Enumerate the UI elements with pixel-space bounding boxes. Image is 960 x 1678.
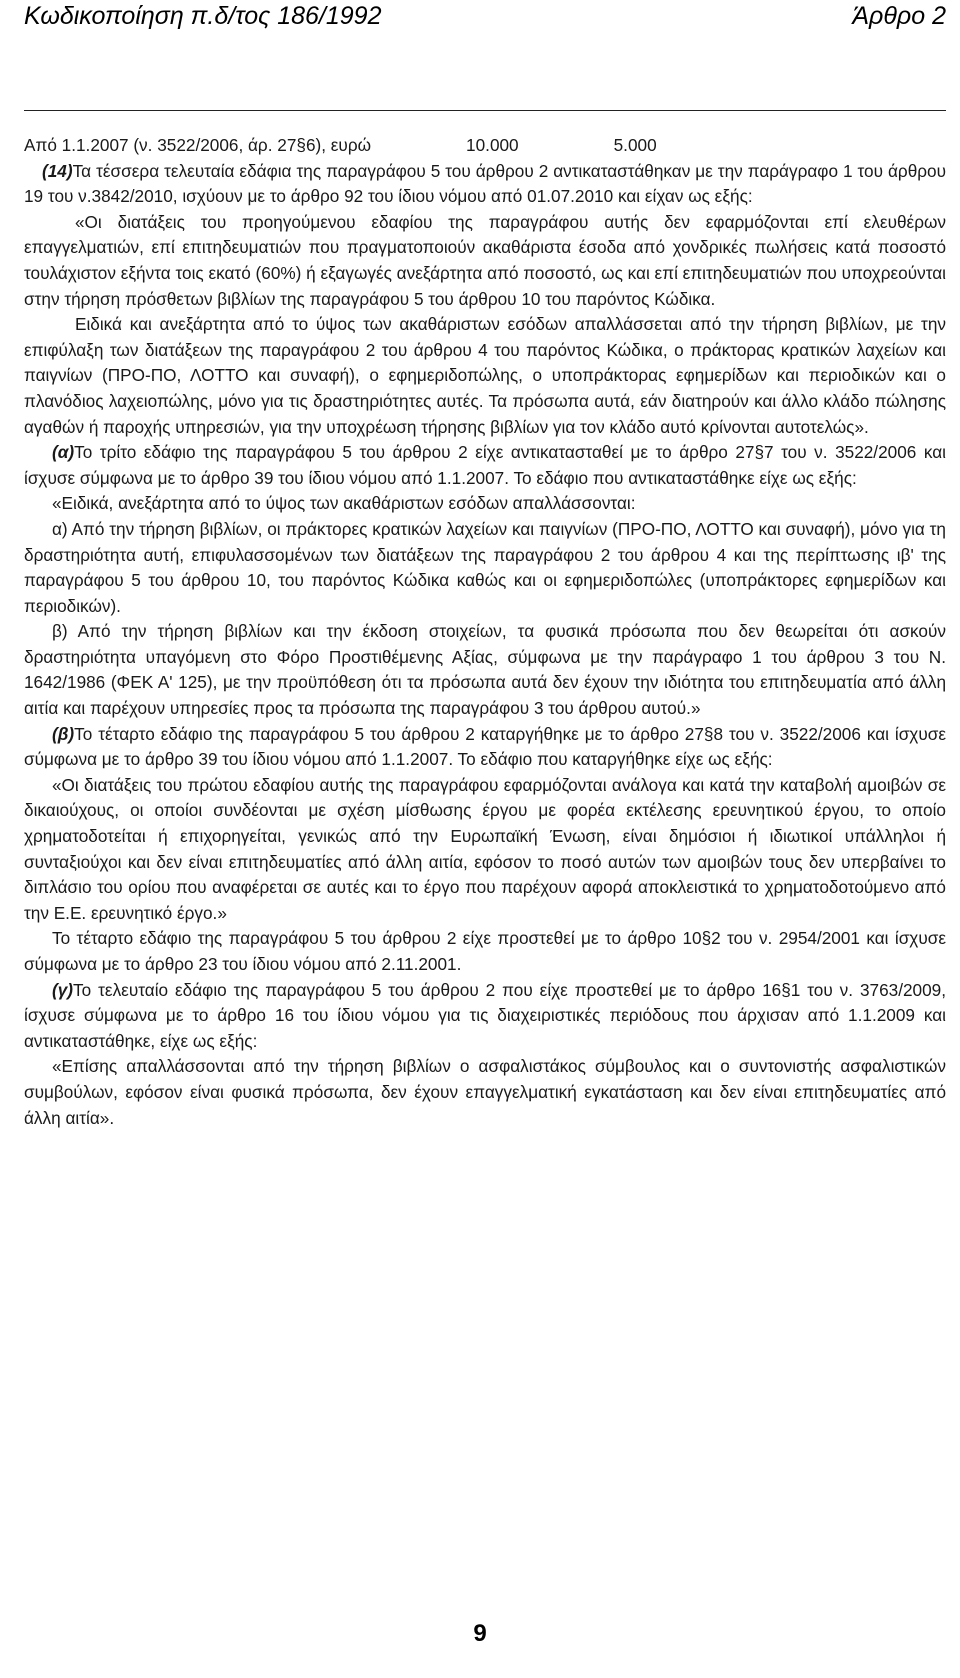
document-title: Κωδικοποίηση π.δ/τος 186/1992 <box>24 2 382 30</box>
page-number: 9 <box>473 1620 487 1647</box>
paragraph: «Οι διατάξεις του προηγούμενου εδαφίου της παραγράφου αυτής δεν εφαρμόζονται επί ελευθέρων επαγγελματιών, επί επιτηδευματιών που πραγματοποιούν ακαθάριστα έσοδα από χονδρικές πωλήσεις κατά ποσοστό τουλάχιστον εξήντα τοις εκατό (60%) ή εξαγωγές ανεξάρτητα από ποσοστό, ως και επί επιτηδευματιών που υποχρεούνται στην τήρηση πρόσθετων βιβλίων της παραγράφου 5 του άρθρου 10 του παρόντος Κώδικα. <box>24 211 946 309</box>
paragraph: β) Από την τήρηση βιβλίων και την έκδοση στοιχείων, τα φυσικά πρόσωπα που δεν θεωρείται ότι ασκούν δραστηριότητα υπαγόμενη στο Φόρο Προστιθέμενης Αξίας, σύμφωνα με την παράγραφο 1 του άρθρου 3 του Ν. 1642/1986 (ΦΕΚ Α' 125), με την προϋπόθεση ότι τα πρόσωπα αυτά δεν έχουν την ιδιότητα του επιτηδευματία από άλλη αιτία και παρέχουν υπηρεσίες προς τα πρόσωπα της παραγράφου 3 του άρθρου αυτού.» <box>24 621 946 719</box>
amount-value-2: 5.000 <box>613 135 657 155</box>
note-tag: (γ) <box>52 979 74 1000</box>
paragraph: «Ειδικά, ανεξάρτητα από το ύψος των ακαθάριστων εσόδων απαλλάσσονται: <box>52 493 636 514</box>
paragraph: (β)Το τέταρτο εδάφιο της παραγράφου 5 του άρθρου 2 καταργήθηκε με το άρθρο 27§8 του ν. 3522/2006 και ίσχυσε σύμφωνα με το άρθρο 39 του ίδιου νόμου από 1.1.2007. Το εδάφιο που καταργήθηκε είχε ως εξής: <box>24 723 946 770</box>
paragraph: «Επίσης απαλλάσσονται από την τήρηση βιβλίων ο ασφαλιστάκος σύμβουλος και ο συντονιστής ασφαλιστικών συμβούλων, εφόσον είναι φυσικά πρόσωπα, δεν έχουν επαγγελματική εγκατάσταση και δεν είναι επιτηδευματίες από άλλη αιτία». <box>24 1056 946 1128</box>
article-label: Άρθρο 2 <box>852 2 946 30</box>
paragraph: «Οι διατάξεις του πρώτου εδαφίου αυτής της παραγράφου εφαρμόζονται ανάλογα και κατά την καταβολή αμοιβών σε δικαιούχους, οι οποίοι συνδέονται με σχέση μίσθωσης έργου με φορέα εκτέλεσης ερευνητικού έργου, το οποίο χρηματοδοτείται ή επιχορηγείται, γενικώς από την Ευρωπαϊκή Ένωση, είναι δημόσιοι ή ιδιωτικοί υπάλληλοι ή συνταξιούχοι και δεν είναι επιτηδευματίες από άλλη αιτία, εφόσον το ποσό αυτών των αμοιβών τους δεν υπερβαίνει το διπλάσιο του ορίου που αναφέρεται σε αυτές και το έργο που παρέχουν αφορά αποκλειστικά το χρηματοδοτούμενο από την Ε.Ε. ερευνητικό έργο.» <box>24 774 946 923</box>
amount-value-1: 10.000 <box>466 135 519 155</box>
paragraph: Το τέταρτο εδάφιο της παραγράφου 5 του άρθρου 2 είχε προστεθεί με το άρθρο 10§2 του ν. 2954/2001 και ίσχυσε σύμφωνα με το άρθρο 23 του ίδιου νόμου από 2.11.2001. <box>24 928 946 974</box>
paragraph: (14)Τα τέσσερα τελευταία εδάφια της παραγράφου 5 του άρθρου 2 αντικαταστάθηκαν με την παράγραφο 1 του άρθρου 19 του ν.3842/2010, ισχύουν με το άρθρο 92 του ίδιου νόμου από 01.07.2010 και είχαν ως εξής: <box>24 160 946 207</box>
note-tag: (β) <box>52 723 75 744</box>
document-body <box>24 133 946 1131</box>
paragraph: α) Από την τήρηση βιβλίων, οι πράκτορες κρατικών λαχείων και παιγνίων (ΠΡΟ-ΠΟ, ΛΟΤΤΟ και συναφή), μόνο για τη δραστηριότητα αυτή, επιφυλασσομένων των διατάξεων της παραγράφου 2 του άρθρου 4 και της περίπτωσης ιβ' της παραγράφου 5 του άρθρου 10, του παρόντος Κώδικα καθώς και οι εφημεριδοπώλες (υποπράκτορες εφημερίδων και περιοδικών). <box>24 518 946 616</box>
note-tag: (14) <box>42 160 73 181</box>
header-divider <box>24 110 946 111</box>
paragraph: (α)Το τρίτο εδάφιο της παραγράφου 5 του άρθρου 2 είχε αντικατασταθεί με το άρθρο 27§7 του ν. 3522/2006 και ίσχυσε σύμφωνα με το άρθρο 39 του ίδιου νόμου από 1.1.2007. Το εδάφιο που αντικαταστάθηκε είχε ως εξής: <box>24 442 946 488</box>
amount-line-text: Από 1.1.2007 (ν. 3522/2006, άρ. 27§6), ευρώ <box>24 135 372 155</box>
paragraph: (γ)Το τελευταίο εδάφιο της παραγράφου 5 του άρθρου 2 που είχε προστεθεί με το άρθρο 16§1 του ν. 3763/2009, ίσχυσε σύμφωνα με το άρθρο 16 του ίδιου νόμου για τις διαχειριστικές περιόδους που άρχισαν από 1.1.2009 και αντικαταστάθηκε, είχε ως εξής: <box>24 979 946 1051</box>
paragraph: Ειδικά και ανεξάρτητα από το ύψος των ακαθάριστων εσόδων απαλλάσσεται από την τήρηση βιβλίων, με την επιφύλαξη των διατάξεων της παραγράφου 2 του άρθρου 4 του παρόντος Κώδικα, ο πράκτορας κρατικών λαχείων και παιγνίων (ΠΡΟ-ΠΟ, ΛΟΤΤΟ και συναφή), ο εφημεριδοπώλης, ο υποπράκτορας εφημερίδων και περιοδικών και ο πλανόδιος λαχειοπώλης, μόνο για τις δραστηριότητες αυτές. Τα πρόσωπα αυτά, εάν διατηρούν και άλλο κλάδο πώλησης αγαθών ή παροχής υπηρεσιών, για την υποχρέωση τήρησης βιβλίων για τον κλάδο αυτό κρίνονται αυτοτελώς». <box>24 314 946 437</box>
amount-line <box>24 133 946 159</box>
page-header <box>24 2 946 42</box>
note-tag: (α) <box>52 442 75 463</box>
